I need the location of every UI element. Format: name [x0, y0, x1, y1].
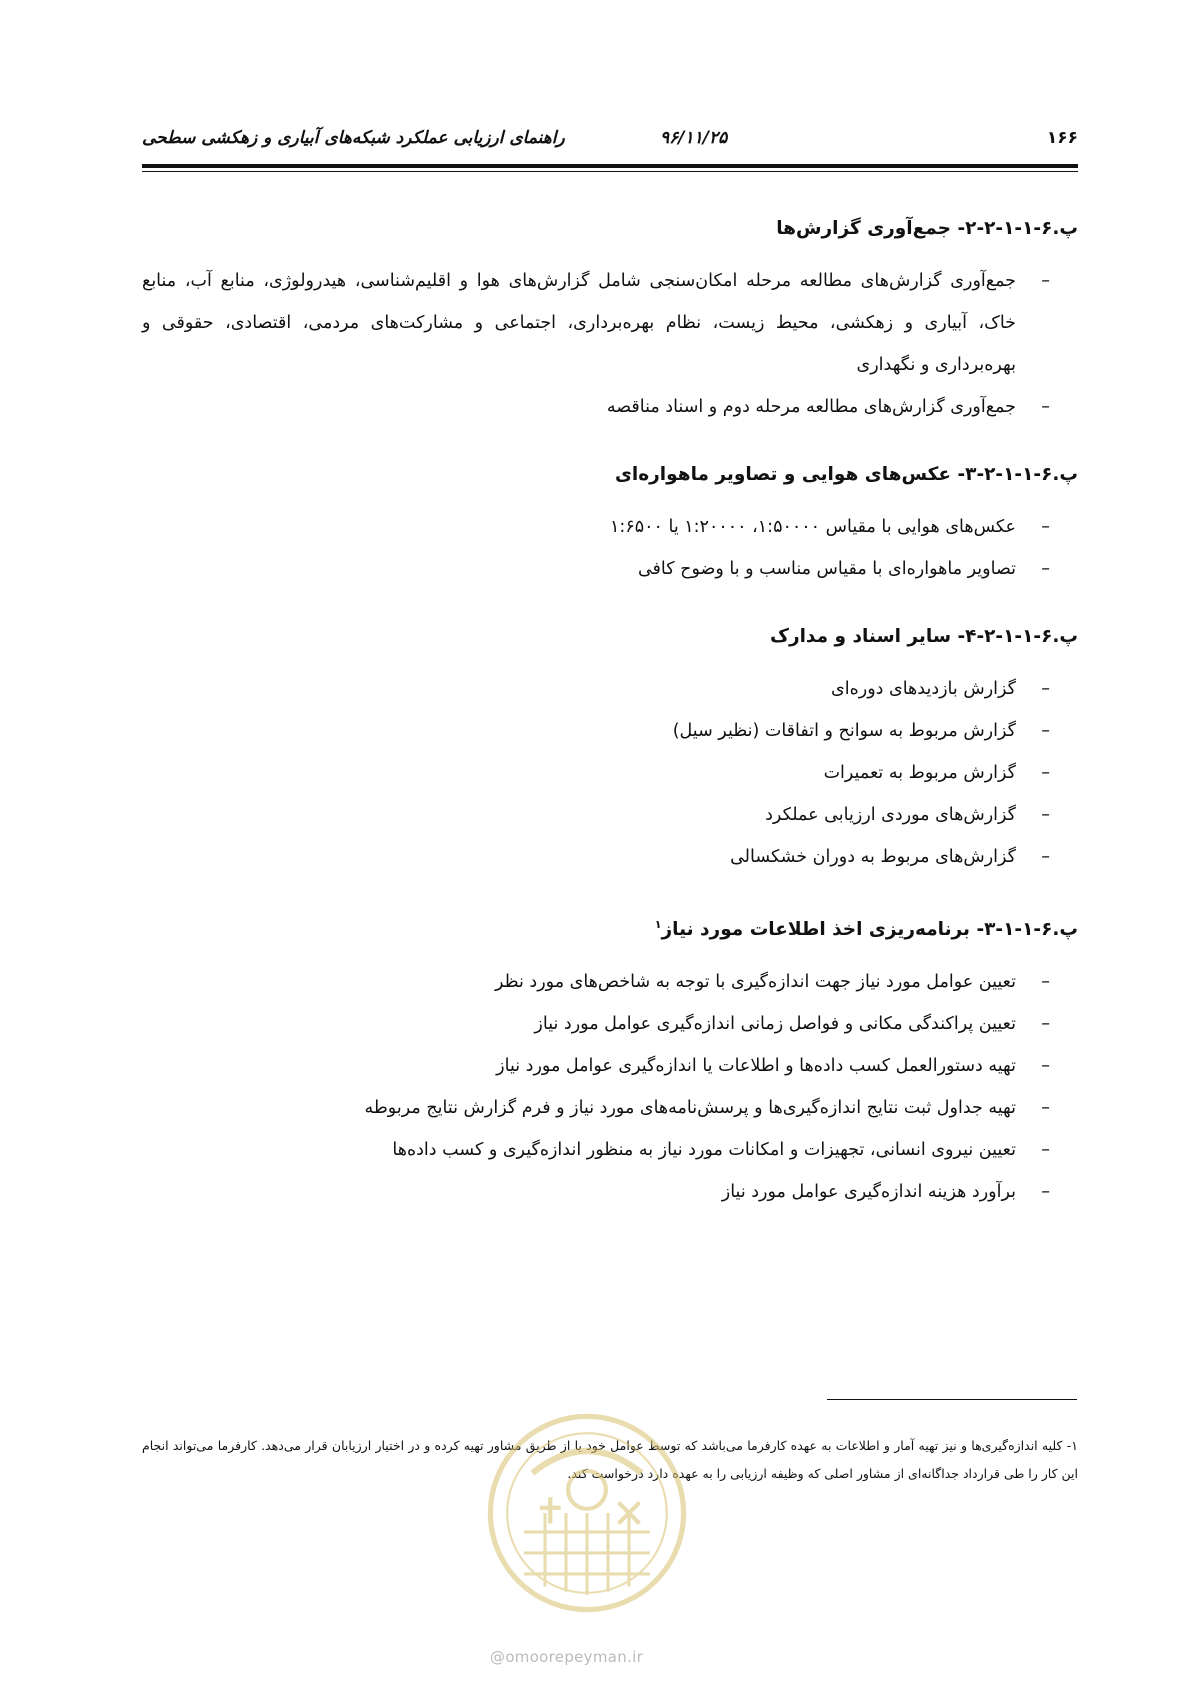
dash-bullet-icon: –	[1041, 559, 1050, 579]
section-heading: پ.۶-۱-۱-۳- برنامه‌ریزی اخذ اطلاعات مورد نیاز$^۱$	[654, 918, 1078, 941]
dash-bullet-icon: –	[1041, 1098, 1050, 1119]
page-number: ۱۶۶	[1046, 128, 1078, 148]
dash-bullet-icon: –	[1041, 1056, 1050, 1077]
section-data-planning	[142, 908, 1078, 1213]
dash-bullet-icon: –	[1041, 721, 1050, 741]
dash-bullet-icon: –	[1041, 1140, 1050, 1161]
section-heading: پ.۶-۱-۱-۲-۳- عکس‌های هوایی و تصاویر ماهواره‌ای	[614, 464, 1078, 485]
list-item: – گزارش مربوط به تعمیرات	[142, 752, 1050, 794]
dash-bullet-icon: –	[1041, 517, 1050, 537]
page-header	[142, 128, 1078, 156]
dash-bullet-icon: –	[1041, 847, 1050, 867]
section-reports	[142, 212, 1078, 428]
watermark-url: @omoorepeyman.ir	[490, 1648, 644, 1666]
footnote-mark[interactable]: ۱	[654, 918, 662, 931]
section-aerial-images	[142, 458, 1078, 590]
list-item: – گزارش‌های مربوط به دوران خشکسالی	[142, 836, 1050, 878]
header-rule-thick	[142, 164, 1078, 168]
list-item: – گزارش‌های موردی ارزیابی عملکرد	[142, 794, 1050, 836]
list-item: – جمع‌آوری گزارش‌های مطالعه مرحله امکان‌سنجی شامل گزارش‌های هوا و اقلیم‌شناسی، هیدرولوژی، منابع آب، منابع خاک، آبیاری و زهکشی، محیط زیست، نظام بهره‌برداری، اجتماعی و مشارکت‌های مردمی، اقتصادی، حقوقی و بهره‌برداری و نگهداری	[142, 260, 1050, 386]
dash-bullet-icon: –	[1041, 972, 1050, 993]
header-date: ۹۶/۱۱/۲۵	[660, 128, 728, 148]
list-item: – تعیین پراکندگی مکانی و فواصل زمانی اندازه‌گیری عوامل مورد نیاز	[142, 1003, 1050, 1045]
bullet-list	[142, 260, 1078, 428]
dash-bullet-icon: –	[1041, 397, 1050, 417]
bullet-list	[142, 668, 1078, 878]
list-item: – برآورد هزینه اندازه‌گیری عوامل مورد نیاز	[142, 1171, 1050, 1213]
list-item: – تعیین عوامل مورد نیاز جهت اندازه‌گیری با توجه به شاخص‌های مورد نظر	[142, 961, 1050, 1003]
list-item: – تهیه دستورالعمل کسب داده‌ها و اطلاعات یا اندازه‌گیری عوامل مورد نیاز	[142, 1045, 1050, 1087]
list-item: – تعیین نیروی انسانی، تجهیزات و امکانات مورد نیاز به منظور اندازه‌گیری و کسب داده‌ها	[142, 1129, 1050, 1171]
list-item: – جمع‌آوری گزارش‌های مطالعه مرحله دوم و اسناد مناقصه	[142, 386, 1050, 428]
dash-bullet-icon: –	[1041, 763, 1050, 783]
main-content	[142, 212, 1078, 1243]
bullet-list	[142, 506, 1078, 590]
seal-logo-icon	[482, 1408, 692, 1618]
bullet-list	[142, 961, 1078, 1213]
section-heading: پ.۶-۱-۱-۲-۴- سایر اسناد و مدارک	[770, 626, 1078, 647]
dash-bullet-icon: –	[1041, 271, 1050, 291]
dash-bullet-icon: –	[1041, 679, 1050, 699]
list-item: – گزارش بازدیدهای دوره‌ای	[142, 668, 1050, 710]
list-item: – عکس‌های هوایی با مقیاس ۱:۵۰۰۰۰، ۱:۲۰۰۰۰ یا ۱:۶۵۰۰	[142, 506, 1050, 548]
dash-bullet-icon: –	[1041, 805, 1050, 825]
section-heading: پ.۶-۱-۱-۲-۲- جمع‌آوری گزارش‌ها	[776, 218, 1078, 239]
section-other-documents	[142, 620, 1078, 878]
dash-bullet-icon: –	[1041, 1182, 1050, 1203]
footnote: ۱- کلیه اندازه‌گیری‌ها و نیز تهیه آمار و اطلاعات به عهده کارفرما می‌باشد که توسط عوامل خود یا از طریق مشاور تهیه کرده و در اختیار ارزیابان قرار می‌دهد. کارفرما می‌تواند انجام این کار را طی قرارداد جداگانه‌ای از مشاور اصلی که وظیفه ارزیابی را به عهده دارد درخواست کند.	[142, 1438, 1078, 1481]
running-title: راهنمای ارزیابی عملکرد شبکه‌های آبیاری و زهکشی سطحی	[142, 128, 565, 148]
list-item: – تهیه جداول ثبت نتایج اندازه‌گیری‌ها و پرسش‌نامه‌های مورد نیاز و فرم گزارش نتایج مربوطه	[142, 1087, 1050, 1129]
dash-bullet-icon: –	[1041, 1014, 1050, 1035]
list-item: – تصاویر ماهواره‌ای با مقیاس مناسب و با وضوح کافی	[142, 548, 1050, 590]
header-rule-thin	[142, 171, 1078, 172]
footnote-separator	[827, 1399, 1077, 1400]
list-item: – گزارش مربوط به سوانح و اتفاقات (نظیر سیل)	[142, 710, 1050, 752]
